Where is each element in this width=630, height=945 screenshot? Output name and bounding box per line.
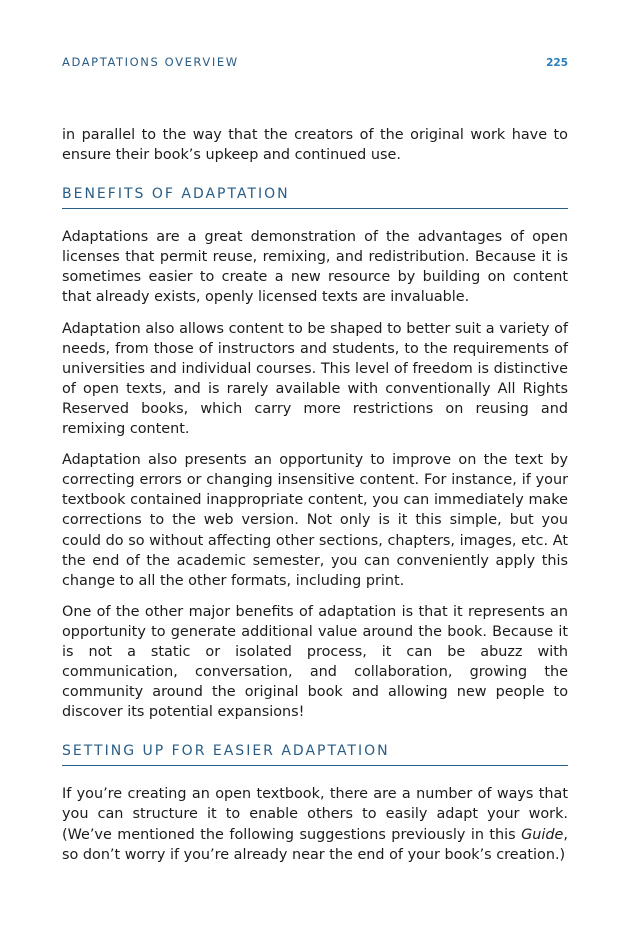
running-title: ADAPTATIONS OVERVIEW [62,55,239,69]
page-body [62,125,568,876]
setup-paragraph-end: , so don’t worry if you’re already near the end of your book’s creation.) [62,826,568,863]
page-number: 225 [546,57,568,69]
setup-paragraph [62,784,568,864]
section-heading-benefits: BENEFITS OF ADAPTATION [62,186,568,209]
benefits-paragraph-3: Adaptation also presents an opportunity to improve on the text by correcting errors or changing insensitive content. For instance, if your textbook contained inappropriate content, you can immediately make corrections to the web version. Not only is it this simple, but you could do so without affecting other sections, chapters, images, etc. At the end of the academic semester, you can conveniently apply this change to all the other formats, including print. [62,452,568,589]
benefits-paragraph-2: Adaptation also allows content to be shaped to better suit a variety of needs, from those of instructors and students, to the requirements of universities and individual courses. This level of freedom is distinctive of open texts, and is rarely available with conventionally All Rights Reserved books, which carry more restrictions on reusing and remixing content. [62,320,568,438]
benefits-paragraph-4: One of the other major benefits of adaptation is that it represents an opportunity to generate additional value around the book. Because it is not a static or isolated process, it can be abuzz with communication, conversation, and collaboration, growing the community around the original book and allowing new people to discover its potential expansions! [62,603,568,721]
guide-title: Guide [521,826,564,843]
section-heading-setup: SETTING UP FOR EASIER ADAPTATION [62,743,568,766]
benefits-paragraph-1: Adaptations are a great demonstration of the advantages of open licenses that permit reuse, remixing, and redistribution. Because it is sometimes easier to create a new resource by building on content that already exists, openly licensed texts are invaluable. [62,229,568,306]
setup-paragraph-start: If you’re creating an open textbook, there are a number of ways that you can structure it to enable others to easily adapt your work. (We’ve mentioned the following suggestions previously in this [62,786,568,843]
intro-paragraph: in parallel to the way that the creators of the original work have to ensure their book’s upkeep and continued use. [62,127,568,164]
running-header [62,55,568,69]
